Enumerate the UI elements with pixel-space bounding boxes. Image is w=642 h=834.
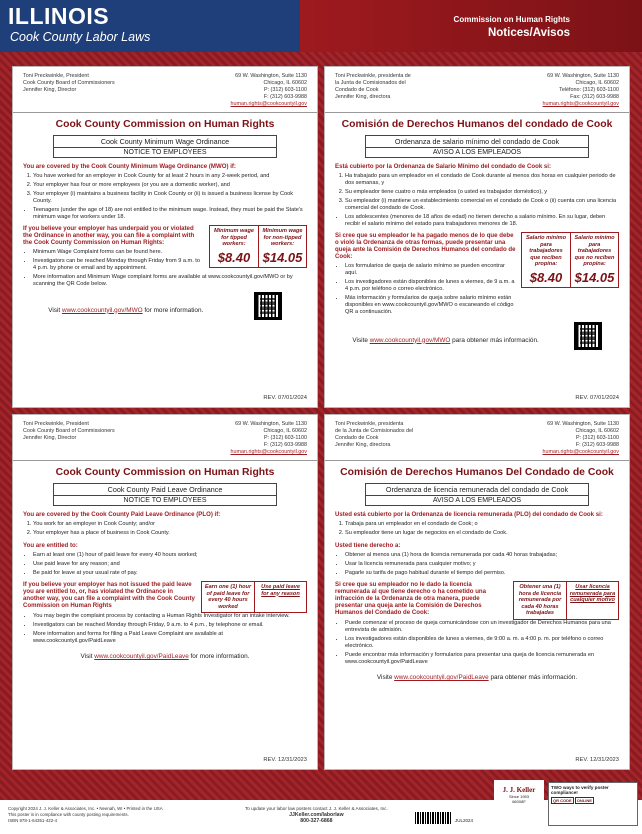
panel-title: Cook County Commission on Human Rights — [55, 467, 275, 478]
email-link[interactable]: human.rights@cookcountyil.gov — [542, 101, 619, 107]
email-link[interactable]: human.rights@cookcountyil.gov — [230, 101, 307, 107]
state-subtitle: Cook County Labor Laws — [10, 30, 151, 44]
panel-title: Cook County Commission on Human Rights — [55, 119, 275, 130]
visit-link[interactable]: www.cookcountyil.gov/PaidLeave — [394, 673, 489, 681]
page-header — [0, 0, 642, 52]
entitled-heading: Usted tiene derecho a: — [335, 542, 401, 549]
visit-line: Visite www.cookcountyil.gov/MWO para obtener más información. — [352, 336, 539, 344]
verify-online-badge: ONLINE — [576, 798, 592, 803]
ordinance-box: Cook County Paid Leave Ordinance NOTICE TO EMPLOYEES — [53, 483, 277, 506]
footer-url[interactable]: JJKeller.com/laborlaw — [289, 812, 344, 818]
coverage-list: 1. You have worked for an employer in Cook County for at least 2 hours in any 2-week period, and 2. Your employer has four or more employees (or you are a domestic worker), and 3. Your employer (i) maintains a business facility in Cook County or (ii) is issued a business license by Cook County. — [33, 173, 307, 205]
wage-tipped: $8.40 — [529, 269, 563, 285]
coverage-heading: You are covered by the Cook County Paid Leave Ordinance (PLO) if: — [23, 511, 221, 518]
entitled-heading: You are entitled to: — [23, 542, 78, 549]
coverage-heading: Está cubierto por la Ordenanza de Salario Mínimo del condado de Cook si: — [335, 163, 552, 170]
coverage-heading: You are covered by the Cook County Minimum Wage Ordinance (MWO) if: — [23, 163, 236, 170]
coverage-heading: Usted está cubierto por la Ordenanza de licencia remunerada (PLO) del condado de Cook si: — [335, 511, 603, 518]
panel-paid-leave-en: Toni Preckwinkle, President Cook County Board of Commissioners Jennifer King, Director 69 W. Washington, Suite 1130 Chicago, IL 60602 P: (312) 603-1100 F: (312) 603-9988 human.rights@cookcountyil.gov Cook County Commission on Human Rights Cook County Paid Leave Ordinance NOTICE TO EMPLOYEES You are covered by the Cook County Paid Leave Ordinance (PLO) if: 1. You work for an employer in Cook County; and/or 2. Your employer has a place of business in Cook County. You are entitled to: • Earn at least one (1) hour of paid leave for every 40 hours worked; • Use paid leave for any reason; and • Be paid for leave at your usual rate of pay. If you believe your employer has not issued the paid leave you are entitled to, or, has violated the Ordinance in another way, you can file a complaint with the Cook County Commission on Human Rights Earn one (1) hour of paid leave for every 40 hours worked Use paid leave for any reason • You may begin the complaint process by contacting a Human Rights Investigator for an intake interview. • Investigators can be reached Monday through Friday, 9 a.m. to 4 p.m., by telephone or email. • More information and forms for filing a Paid Leave Complaint are available at www.cookcountyil.gov/PaidLeave Visit www.cookcountyil.gov/PaidLeave for more information. REV. 12/31/2023 — [12, 414, 318, 770]
revision-date: REV. 12/31/2023 — [575, 757, 619, 763]
complaint-heading: If you believe your employer has not issued the paid leave you are entitled to, or, has violated the Ordinance in another way, you can file a complaint with the Cook County Commission on Human Rights — [23, 581, 195, 609]
complaint-heading: If you believe your employer has underpaid you or violated the Ordinance in another way, you can file a complaint with the Cook County Commission on Human Rights: — [23, 225, 195, 246]
verify-compliance-box: TWO ways to verify poster compliance! QR CODE ONLINE — [548, 782, 638, 826]
visit-link[interactable]: www.cookcountyil.gov/MWO — [61, 306, 143, 314]
contact-block: Toni Preckwinkle, President Cook County Board of Commissioners Jennifer King, Director 69 W. Washington, Suite 1130 Chicago, IL 60602 P: (312) 603-1100 F: (312) 603-9988 human.rights@cookcountyil.gov — [23, 73, 307, 107]
panel-minimum-wage-es: Toni Preckwinkle, presidenta de la Junta de Comisionados del Condado de Cook Jennifer King, directora 69 W. Washington, Suite 1130 Chicago, IL 60602 Teléfono: (312) 603-1100 Fax: (312) 603-9988 human.rights@cookcountyil.gov Comisión de Derechos Humanos del condado de Cook Ordenanza de salario mínimo del condado de Cook AVISO A LOS EMPLEADOS Está cubierto por la Ordenanza de Salario Mínimo del condado de Cook si: 1. Ha trabajado para un empleador en el condado de Cook durante al menos dos horas en cualquier periodo de dos semanas, y 2. Su empleador tiene cuatro o más empleados (o usted es trabajador doméstico), y 3. Su empleador (i) mantiene un establecimiento comercial en el condado de Cook o (ii) cuenta con una licencia comercial del condado de Cook. • Los adolescentes (menores de 18 años de edad) no tienen derecho a salario mínimo. En su lugar, deben recibir el salario mínimo del estado para trabajadores menores de 18. Si cree que su empleador le ha pagado menos de lo que debe o violó la Ordenanza de otras formas, puede presentar una queja ante la Comisión de Derechos Humanos del condado de Cook: • Los formularios de queja de salario mínimo se pueden encontrar aquí. • Los investigadores están disponibles de lunes a viernes, de 9 a.m. a 4 p.m. por teléfono o correo electrónico. • Más información y formularios de queja sobre salario mínimo están disponibles en www.cookcountyil.gov/MWO o escaneando el código QR a continuación. Salario mínimo para trabajadores que reciben propina: $8.40 Salario mínimo para trabajadores que no reciben propina: $14.05 Visite www.cookcountyil.gov/MWO para obtener más información. REV. 07/01/2024 — [324, 66, 630, 408]
complaint-heading: Si cree que su empleador le ha pagado menos de lo que debe o violó la Ordenanza de otras formas, puede presentar una queja ante la Comisión de Derechos Humanos del condado de Cook: — [335, 232, 516, 260]
copyright-block: Copyright 2024 J. J. Keller & Associates, Inc. • Neenah, WI • Printed in the USA This poster is in compliance with county posting requirements. ISBN 978-1-64351-422-4 — [8, 806, 163, 823]
visit-link[interactable]: www.cookcountyil.gov/PaidLeave — [94, 653, 189, 661]
panel-title: Comisión de Derechos Humanos del condado de Cook — [341, 119, 613, 130]
contact-block: Toni Preckwinkle, presidenta de la Junta de Comisionados del Condado de Cook Jennifer King, directora 69 W. Washington, Suite 1130 Chicago, IL 60602 P: (312) 603-1100 F: (312) 603-9988 human.rights@cookcountyil.gov — [335, 421, 619, 455]
verify-qr-badge: QR CODE — [553, 798, 572, 803]
commission-label: Commission on Human Rights — [453, 15, 570, 24]
email-link[interactable]: human.rights@cookcountyil.gov — [230, 449, 307, 455]
leave-box: Earn one (1) hour of paid leave for every 40 hours worked Use paid leave for any reason — [201, 581, 307, 613]
notices-label: Notices/Avisos — [487, 27, 570, 39]
complaint-heading: Si cree que su empleador no le dado la licencia remunerada al que tiene derecho o ha cometido una infracción de la Ordenanza de otra manera, puede presentar una queja ante la Comisión de Derechos Humanos del Condado de Cook: — [335, 581, 487, 616]
header-right-banner — [300, 0, 642, 52]
wage-box: Minimum wage for tipped workers: $8.40 Minimum wage for non-tipped workers: $14.05 — [209, 225, 307, 268]
coverage-list: 1. Trabaja para un empleador en el condado de Cook; o 2. Su empleador tiene un lugar de negocios en el condado de Cook. — [345, 521, 619, 537]
qr-code-icon[interactable] — [574, 322, 602, 350]
qr-code-icon[interactable] — [254, 292, 282, 320]
revision-date: REV. 07/01/2024 — [575, 395, 619, 401]
page-footer — [0, 800, 642, 834]
visit-line: Visite www.cookcountyil.gov/PaidLeave para obtener más información. — [376, 673, 578, 681]
publisher-logo: J. J. Keller Since 1953 66008F — [494, 780, 544, 822]
leave-box: Obtener una (1) hora de licencia remunerada por cada 40 horas trabajadas Usar licencia remunerada para cualquier motivo — [513, 581, 619, 620]
wage-tipped: $8.40 — [217, 249, 251, 265]
wage-nontipped: $14.05 — [574, 269, 615, 285]
panel-minimum-wage-en: Toni Preckwinkle, President Cook County Board of Commissioners Jennifer King, Director 69 W. Washington, Suite 1130 Chicago, IL 60602 P: (312) 603-1100 F: (312) 603-9988 human.rights@cookcountyil.gov Cook County Commission on Human Rights Cook County Minimum Wage Ordinance NOTICE TO EMPLOYEES You are covered by the Cook County Minimum Wage Ordinance (MWO) if: 1. You have worked for an employer in Cook County for at least 2 hours in any 2-week period, and 2. Your employer has four or more employees (or you are a domestic worker), and 3. Your employer (i) maintains a business facility in Cook County or (ii) is issued a business license by Cook County. • Teenagers (under the age of 18) are not entitled to the minimum wage. Instead, they must be paid the State's minimum wage for workers under 18. If you believe your employer has underpaid you or violated the Ordinance in another way, you can file a complaint with the Cook County Commission on Human Rights: • Minimum Wage Complaint forms can be found here. • Investigators can be reached Monday through Friday from 9 a.m. to 4 p.m. by phone or email and by appointment. Minimum wage for tipped workers: $8.40 Minimum wage for non-tipped workers: $14.05 • More information and Minimum Wage complaint forms are available at www.cookcountyil.gov/MWO or by scanning the QR Code below. Visit www.cookcountyil.gov/MWO for more information. REV. 07/01/2024 — [12, 66, 318, 408]
revision-date: REV. 12/31/2023 — [263, 757, 307, 763]
panel-paid-leave-es: Toni Preckwinkle, presidenta de la Junta de Comisionados del Condado de Cook Jennifer King, directora 69 W. Washington, Suite 1130 Chicago, IL 60602 P: (312) 603-1100 F: (312) 603-9988 human.rights@cookcountyil.gov Comisión de Derechos Humanos Del Condado de Cook Ordenanza de licencia remunerada del condado de Cook AVISO A LOS EMPLEADOS Usted está cubierto por la Ordenanza de licencia remunerada (PLO) del condado de Cook si: 1. Trabaja para un empleador en el condado de Cook; o 2. Su empleador tiene un lugar de negocios en el condado de Cook. Usted tiene derecho a: • Obtener al menos una (1) hora de licencia remunerada por cada 40 horas trabajadas; • Usar la licencia remunerada para cualquier motivo; y • Pagarle su tarifa de pago habitual durante el tiempo del permiso. Si cree que su empleador no le dado la licencia remunerada al que tiene derecho o ha cometido una infracción de la Ordenanza de otra manera, puede presentar una queja ante la Comisión de Derechos Humanos del Condado de Cook: Obtener una (1) hora de licencia remunerada por cada 40 horas trabajadas Usar licencia remunerada para cualquier motivo • Puede comenzar el proceso de queja comunicándose con un investigador de Derechos Humanos para una entrevista de admisión. • Los investigadores están disponibles de lunes a viernes, de 9:00 a. m. a 4:00 p. m. por teléfono o correo electrónico. • Puede encontrar más información y formularios para presentar una queja de licencia remunerada en www.cookcountyil.gov/PaidLeave Visite www.cookcountyil.gov/PaidLeave para obtener más información. REV. 12/31/2023 — [324, 414, 630, 770]
state-title: ILLINOIS — [8, 3, 110, 29]
edition-code: JUL2024 — [455, 818, 474, 823]
coverage-list: 1. Ha trabajado para un empleador en el condado de Cook durante al menos dos horas en cualquier periodo de dos semanas, y 2. Su empleador tiene cuatro o más empleados (o usted es trabajador doméstico), y 3. Su empleador (i) mantiene un establecimiento comercial en el condado de Cook o (ii) cuenta con una licencia comercial del condado de Cook. — [345, 173, 619, 212]
update-contact: To update your labor law posters contact J. J. Keller & Associates, Inc. JJKeller.com/laborlaw 800-327-6868 — [245, 806, 388, 824]
visit-line: Visit www.cookcountyil.gov/MWO for more information. — [48, 306, 204, 314]
barcode-icon — [415, 812, 451, 824]
email-link[interactable]: human.rights@cookcountyil.gov — [542, 449, 619, 455]
ordinance-box: Ordenanza de salario mínimo del condado de Cook AVISO A LOS EMPLEADOS — [365, 135, 589, 158]
contact-block: Toni Preckwinkle, presidenta de la Junta de Comisionados del Condado de Cook Jennifer King, directora 69 W. Washington, Suite 1130 Chicago, IL 60602 Teléfono: (312) 603-1100 Fax: (312) 603-9988 human.rights@cookcountyil.gov — [335, 73, 619, 107]
ordinance-box: Ordenanza de licencia remunerada del condado de Cook AVISO A LOS EMPLEADOS — [365, 483, 589, 506]
footer-phone: 800-327-6868 — [300, 818, 333, 824]
revision-date: REV. 07/01/2024 — [263, 395, 307, 401]
wage-nontipped: $14.05 — [262, 249, 303, 265]
visit-link[interactable]: www.cookcountyil.gov/MWO — [369, 336, 451, 344]
visit-line: Visit www.cookcountyil.gov/PaidLeave for more information. — [80, 653, 250, 661]
header-left-banner — [0, 0, 300, 52]
contact-block: Toni Preckwinkle, President Cook County Board of Commissioners Jennifer King, Director 69 W. Washington, Suite 1130 Chicago, IL 60602 P: (312) 603-1100 F: (312) 603-9988 human.rights@cookcountyil.gov — [23, 421, 307, 455]
ordinance-box: Cook County Minimum Wage Ordinance NOTICE TO EMPLOYEES — [53, 135, 277, 158]
entitled-list: • Obtener al menos una (1) hora de licencia remunerada por cada 40 horas trabajadas; • Usar la licencia remunerada para cualquier motivo; y • Pagarle su tarifa de pago habitual durante el tiempo del permiso. — [345, 552, 619, 577]
entitled-list: • Earn at least one (1) hour of paid leave for every 40 hours worked; • Use paid leave for any reason; and • Be paid for leave at your usual rate of pay. — [33, 552, 307, 577]
coverage-list: 1. You work for an employer in Cook County; and/or 2. Your employer has a place of business in Cook County. — [33, 521, 307, 537]
wage-box: Salario mínimo para trabajadores que reciben propina: $8.40 Salario mínimo para trabajadores que no reciben propina: $14.05 — [521, 232, 619, 288]
panel-title: Comisión de Derechos Humanos Del Condado de Cook — [340, 467, 614, 478]
